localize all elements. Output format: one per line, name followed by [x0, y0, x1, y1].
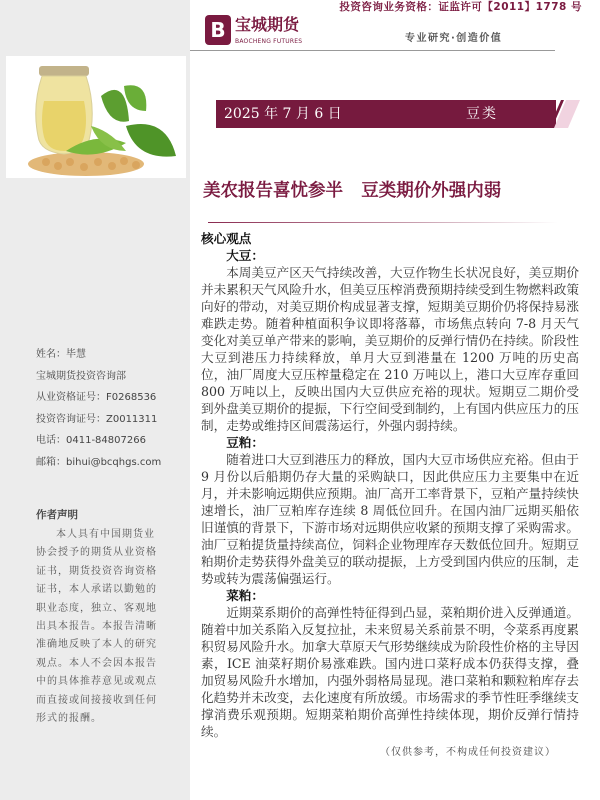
- author-email[interactable]: 邮箱：bihui@bcqhgs.com: [36, 456, 162, 468]
- section-label-soymeal: 豆粕：: [226, 435, 264, 450]
- section-label-rapeseed-meal: 菜粕：: [226, 588, 264, 603]
- declaration-text: 本人具有中国期货业协会授予的期货从业资格证书，期货投资咨询资格证书，本人承诺以勤勉的职业态度，独立、客观地出具本报告。本报告清晰准确地反映了本人的研究观点。本人不会因本报告中的具体推荐意见或观点而直接或间接接收到任何形式的报酬。: [36, 529, 157, 725]
- author-qualification: 从业资格证号：F0268536: [36, 392, 157, 403]
- sidebar: [0, 0, 190, 800]
- report-category: 豆类: [466, 106, 498, 122]
- logo-cn: 宝城期货: [235, 15, 300, 34]
- title-divider: [208, 222, 558, 223]
- license-text: 投资咨询业务资格：证监许可【2011】1778 号: [339, 1, 582, 13]
- slogan: 专业研究·创造价值: [405, 33, 503, 44]
- section-text-soymeal: 随着进口大豆到港压力的释放，国内大豆市场供应充裕。但由于 9 月份以后船期仍存大量的采购缺口，因此供应压力主要集中在近月，并未影响远期供应预期。油厂高开工率背景下，豆粕产量持续快速增长，油厂豆粕库存连续 8 周低位回升。在国内油厂远期买船依旧谨慎的背景下，下游市场对远期供应收紧的预期支撑了采购需求。油厂豆粕提货量持续高位，饲料企业物理库存天数低位回升。短期豆粕期价走势获得外盘美豆的联动提振，上方受到国内供应的压制，走势或转为震荡偏强运行。: [201, 452, 579, 586]
- banner-stripe-decoration: [540, 100, 580, 128]
- section-label-soybean: 大豆：: [226, 248, 264, 263]
- author-info: [36, 344, 161, 473]
- header-divider: [190, 50, 555, 51]
- soybean-oil-photo: [6, 56, 186, 178]
- date-banner: [216, 100, 556, 128]
- company-logo: [205, 15, 315, 47]
- report-title: 美农报告喜忧参半 豆类期价外强内弱: [203, 181, 502, 201]
- report-date: 2025 年 7 月 6 日: [224, 106, 342, 122]
- disclaimer-footer: （仅供参考，不构成任何投资建议）: [380, 747, 556, 758]
- author-phone: 电话：0411-84807266: [36, 435, 146, 446]
- author-consult-license: 投资咨询证号：Z0011311: [36, 413, 158, 425]
- section-text-soybean: 本周美豆产区天气持续改善，大豆作物生长状况良好，美豆期价并未累积天气风险升水，但美豆压榨消费预期持续受到生物燃料政策向好的带动，对美豆期价构成显著支撑，短期美豆期价仍将保持易涨难跌走势。随着种植面积争议即将落幕，市场焦点转向 7-8 月天气变化对美豆单产带来的影响，美豆期价的反弹行情仍在持续。阶段性大豆到港压力持续释放，单月大豆到港量在 1200 万吨的历史高位，油厂周度大豆压榨量稳定在 210 万吨以上，港口大豆库存重回 800 万吨以上，反映出国内大豆供应充裕的现状。短期豆二期价受到外盘美豆期价的提振，下行空间受到制约，上有国内供应压力的压制，走势或维持区间震荡运行，外强内弱持续。: [201, 265, 579, 433]
- author-name: 姓名：毕慧: [36, 349, 86, 360]
- section-text-rapeseed-meal: 近期菜系期价的高弹性特征得到凸显，菜粕期价进入反弹通道。随着中加关系陷入反复拉扯，未来贸易关系前景不明，令菜系再度累积贸易风险升水。加拿大草原天气形势继续成为阶段性价格的主导因素，ICE 油菜籽期价易涨难跌。国内进口菜籽成本仍获得支撑，叠加贸易风险升水增加，内强外弱格局显现。港口菜粕和颗粒粕库存去化趋势并未改变，去化速度有所放缓。市场需求的季节性旺季继续支撑消费乐观预期。短期菜粕期价高弹性持续体现，期价反弹行情持续。: [201, 605, 579, 739]
- core-view-heading: 核心观点: [201, 231, 252, 246]
- main-content: [201, 230, 579, 740]
- logo-en: BAOCHENG FUTURES: [235, 38, 303, 45]
- declaration-heading: 作者声明: [36, 509, 78, 521]
- author-dept: 宝城期货投资咨询部: [36, 370, 126, 382]
- logo-b-icon: B: [205, 15, 231, 45]
